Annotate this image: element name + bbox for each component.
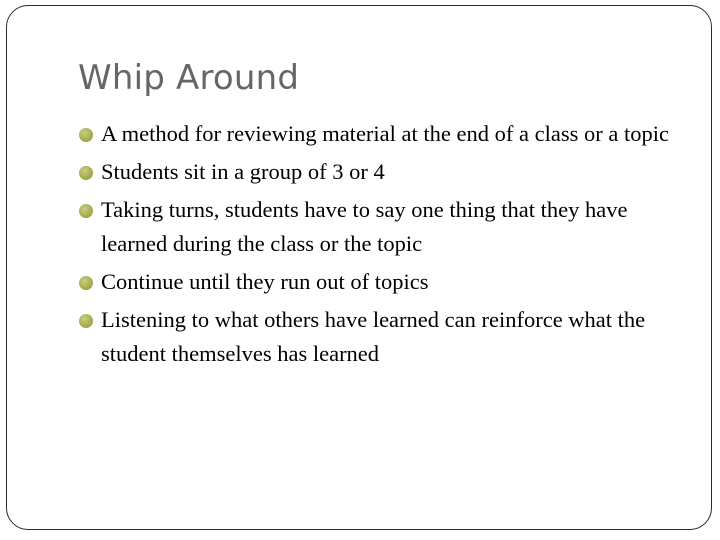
bullet-text: Taking turns, students have to say one thing that they have learned during the class or the topic bbox=[101, 197, 628, 256]
bullet-text: Listening to what others have learned can reinforce what the student themselves has learned bbox=[101, 307, 646, 366]
bullet-text: Continue until they run out of topics bbox=[101, 269, 429, 294]
round-bullet-icon bbox=[79, 128, 93, 142]
round-bullet-icon bbox=[79, 314, 93, 328]
bullet-item bbox=[78, 117, 690, 151]
bullet-text: Students sit in a group of 3 or 4 bbox=[101, 159, 385, 184]
round-bullet-icon bbox=[79, 276, 93, 290]
round-bullet-icon bbox=[79, 166, 93, 180]
bullet-item bbox=[78, 155, 690, 189]
round-bullet-icon bbox=[79, 204, 93, 218]
bullet-text: A method for reviewing material at the end of a class or a topic bbox=[101, 121, 669, 146]
bullet-item bbox=[78, 303, 690, 371]
bullet-item bbox=[78, 265, 690, 299]
bullet-list bbox=[78, 117, 690, 375]
bullet-item bbox=[78, 193, 690, 261]
slide-title: Whip Around bbox=[78, 58, 300, 98]
